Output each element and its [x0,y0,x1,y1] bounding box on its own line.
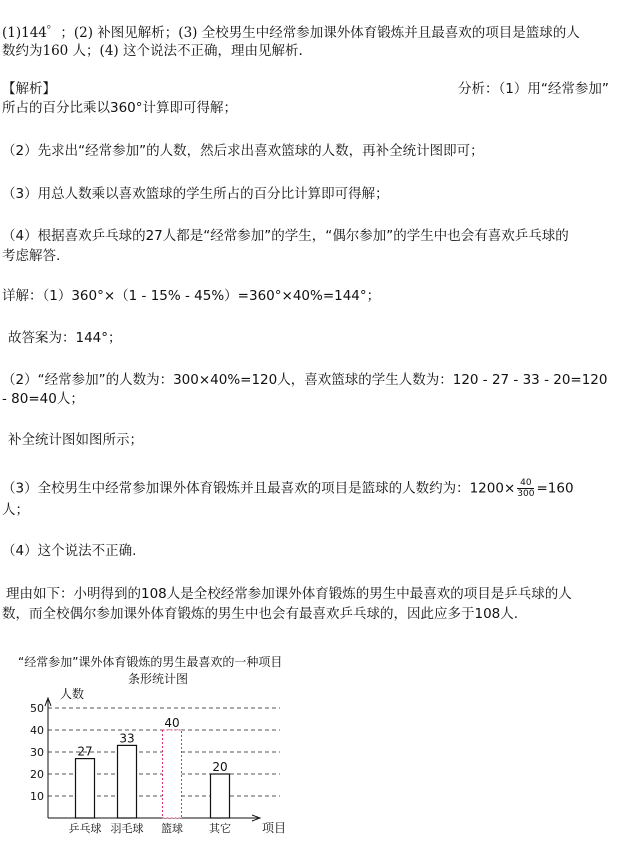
bar [76,759,95,818]
solution-step-2-note: 补全统计图如图所示； [8,432,143,448]
bar [163,730,182,818]
category-label: 篮球 [161,822,183,835]
analysis-p4-line1: （4）根据喜欢乒乓球的27人都是“经常参加”的学生，“偶尔参加”的学生中也会有喜欢乒乓球的 [2,228,569,244]
reason-line-1: 理由如下：小明得到的108人是全校经常参加课外体育锻炼的男生中最喜欢的项目是乒乓球的人 [6,586,572,602]
category-label: 羽毛球 [110,822,144,835]
solution-step-3-line1 [2,478,574,499]
fraction-denominator: 300 [517,489,535,499]
answer-line-1: (1)144゜；(2) 补图见解析；(3) 全校男生中经常参加课外体育锻炼并且最喜欢的项目是篮球的人 [2,25,580,41]
analysis-p3: （3）用总人数乘以喜欢篮球的学生所占的百分比计算即可得解； [2,186,389,202]
category-label: 乒乓球 [68,822,102,835]
analysis-p2: （2）先求出“经常参加”的人数，然后求出喜欢篮球的人数，再补全统计图即可； [2,143,484,159]
analysis-p4-line2: 考虑解答. [2,248,61,264]
bar-chart [0,650,340,850]
fraction [517,478,534,499]
bar [118,745,137,818]
x-axis-label: 项目 [262,821,287,835]
reason-line-2: 数，而全校偶尔参加课外体育锻炼的男生中也会有最喜欢乒乓球的，因此应多于108人. [2,606,519,622]
chart-title: “经常参加”课外体育锻炼的男生最喜欢的一种项目 [18,655,283,669]
solution-step-2-line1: （2）“经常参加”的人数为：300×40%=120人，喜欢篮球的学生人数为：120 - 27 - 33 - 20=120 [2,372,608,388]
y-axis-label: 人数 [60,687,85,701]
bar [211,774,230,818]
analysis-label: 【解析】 [2,81,56,97]
solution-step-3-suffix: =160 [536,480,574,497]
solution-step-3-line2: 人； [2,502,29,518]
data-label: 33 [119,731,135,746]
data-label: 40 [164,716,180,730]
solution-step-1-answer: 故答案为：144°； [8,330,122,346]
y-tick-label: 50 [30,702,44,715]
analysis-p1-cont: 所占的百分比乘以360°计算即可得解； [2,100,238,116]
category-label: 其它 [209,822,231,835]
data-label: 27 [77,744,93,759]
y-tick-label: 40 [30,724,44,737]
fraction-numerator: 40 [517,478,534,489]
answer-line-2: 数约为160 人；(4) 这个说法不正确，理由见解析. [2,43,303,59]
y-tick-label: 30 [30,746,44,759]
y-tick-label: 10 [30,790,44,803]
chart-subtitle: 条形统计图 [128,672,189,686]
solution-step-1: 详解：（1）360°×（1 - 15% - 45%）=360°×40%=144°； [2,288,381,304]
solution-step-3-prefix: （3）全校男生中经常参加课外体育锻炼并且最喜欢的项目是篮球的人数约为：1200× [2,480,516,497]
y-tick-label: 20 [30,768,44,781]
analysis-header-right: 分析：（1）用“经常参加” [458,81,609,97]
solution-step-2-line2: - 80=40人； [2,391,84,407]
data-label: 20 [212,760,228,774]
solution-step-4: （4）这个说法不正确. [2,543,137,559]
